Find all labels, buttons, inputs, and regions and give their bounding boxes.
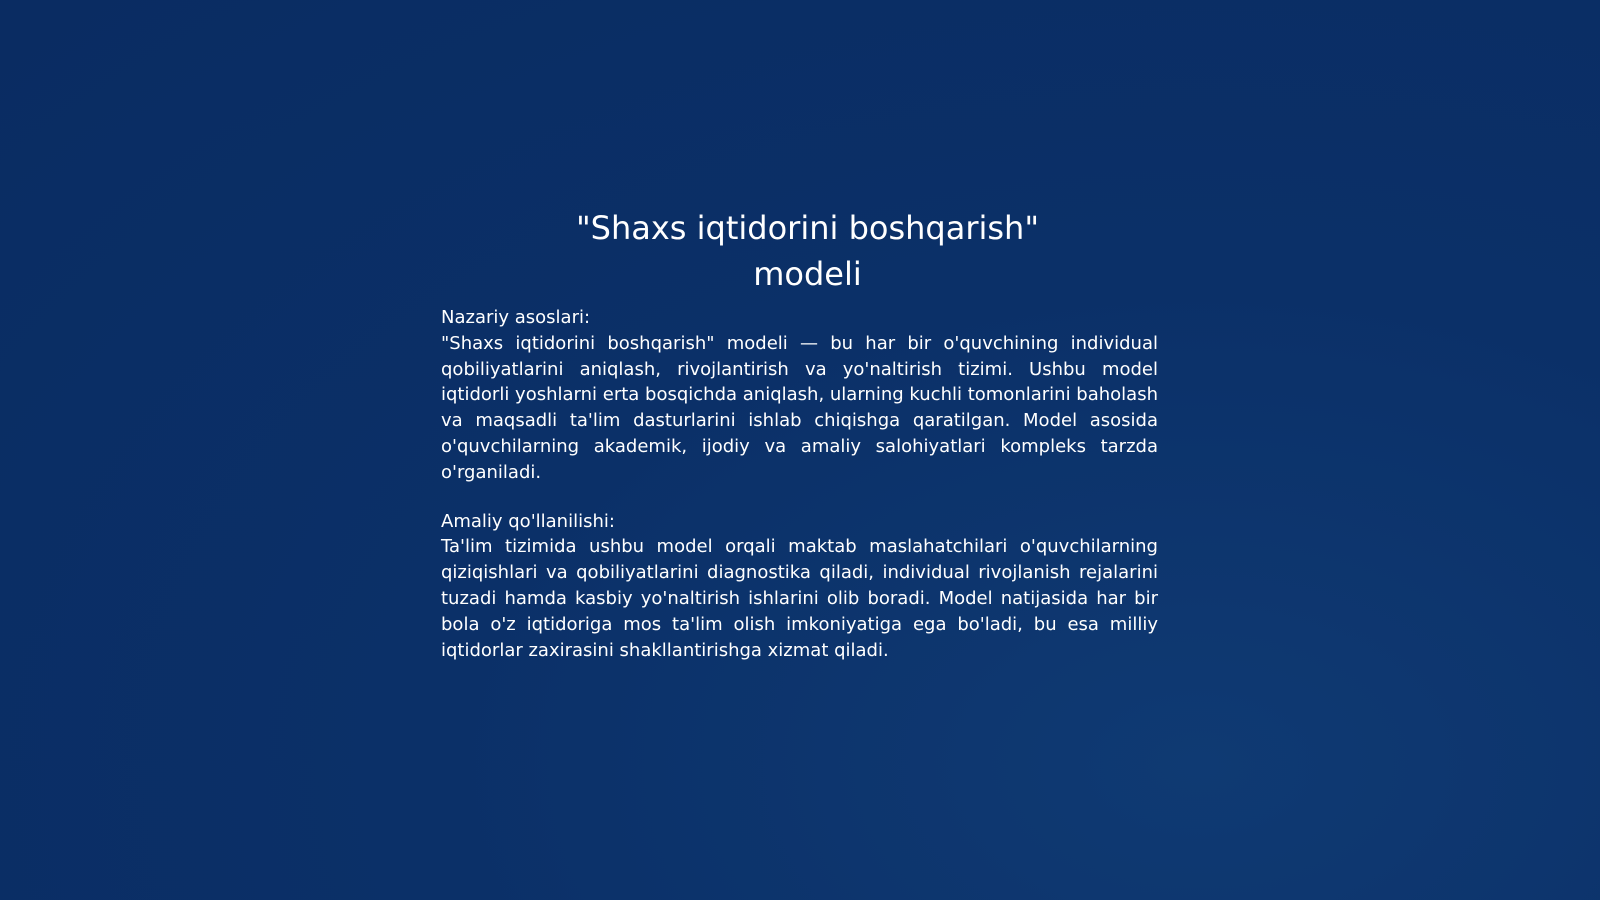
slide-title-line-1: "Shaxs iqtidorini boshqarish" — [575, 209, 1040, 247]
section-theory — [441, 305, 1158, 486]
section-practice — [441, 509, 1158, 664]
slide-body — [441, 305, 1158, 663]
section-heading-theory: Nazariy asoslari: — [441, 307, 591, 328]
section-text-practice: Ta'lim tizimida ushbu model orqali maktab maslahatchilari o'quvchilarning qiziqishlari va qobiliyatlarini diagnostika qiladi, individual rivojlanish rejalarini tuzadi hamda kasbiy yo'naltirish ishlarini olib boradi. Model natijasida har bir bola o'z iqtidoriga mos ta'lim olish imkoniyatiga ega bo'ladi, bu esa milliy iqtidorlar zaxirasini shakllantirishga xizmat qiladi. — [441, 536, 1158, 661]
slide-title — [440, 205, 1175, 297]
section-heading-practice: Amaliy qo'llanilishi: — [441, 510, 615, 532]
section-text-theory: "Shaxs iqtidorini boshqarish" modeli — bu har bir o'quvchining individual qobiliyatlarini aniqlash, rivojlantirish va yo'naltirish tizimi. Ushbu model iqtidorli yoshlarni erta bosqichda aniqlash, ularning kuchli tomonlarini baholash va maqsadli ta'lim dasturlarini ishlab chiqishga qaratilgan. Model asosida o'quvchilarning akademik, ijodiy va amaliy salohiyatlari kompleks tarzda o'rganiladi. — [441, 332, 1158, 483]
slide-title-line-2: modeli — [753, 255, 862, 293]
